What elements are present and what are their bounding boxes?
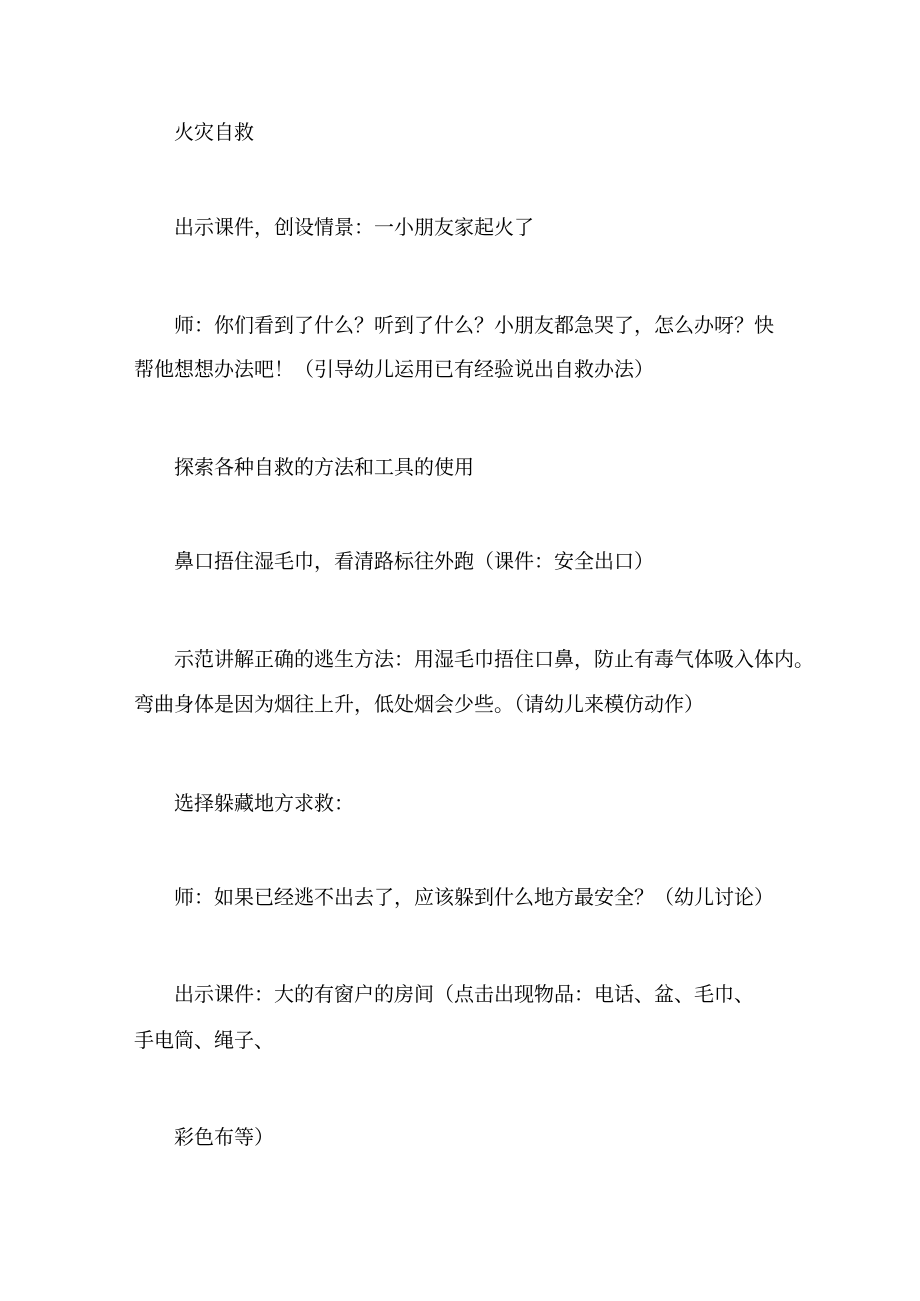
- paragraph-text: 探索各种自救的方法和工具的使用: [174, 455, 474, 479]
- paragraph-text: 师：你们看到了什么？听到了什么？小朋友都急哭了，怎么办呀？快: [174, 313, 774, 337]
- paragraph-text-continued: 手电筒、绳子、: [134, 1028, 274, 1052]
- paragraph-text: 选择躲藏地方求救：: [174, 791, 354, 815]
- paragraph-text: 师：如果已经逃不出去了，应该躲到什么地方最安全？（幼儿讨论）: [174, 885, 774, 909]
- paragraph-text: 出示课件：大的有窗户的房间（点击出现物品：电话、盆、毛巾、: [174, 982, 754, 1006]
- paragraph-text: 出示课件，创设情景：一小朋友家起火了: [174, 215, 534, 239]
- section-title: 火灾自救: [174, 120, 254, 144]
- paragraph-text: 鼻口捂住湿毛巾，看清路标往外跑（课件：安全出口）: [174, 549, 654, 573]
- paragraph-text: 示范讲解正确的逃生方法：用湿毛巾捂住口鼻，防止有毒气体吸入体内。: [174, 647, 814, 671]
- paragraph-text: 彩色布等）: [174, 1125, 274, 1149]
- paragraph-text-continued: 帮他想想办法吧！（引导幼儿运用已有经验说出自救办法）: [134, 357, 654, 381]
- paragraph-text-continued: 弯曲身体是因为烟往上升，低处烟会少些。（请幼儿来模仿动作）: [134, 692, 704, 716]
